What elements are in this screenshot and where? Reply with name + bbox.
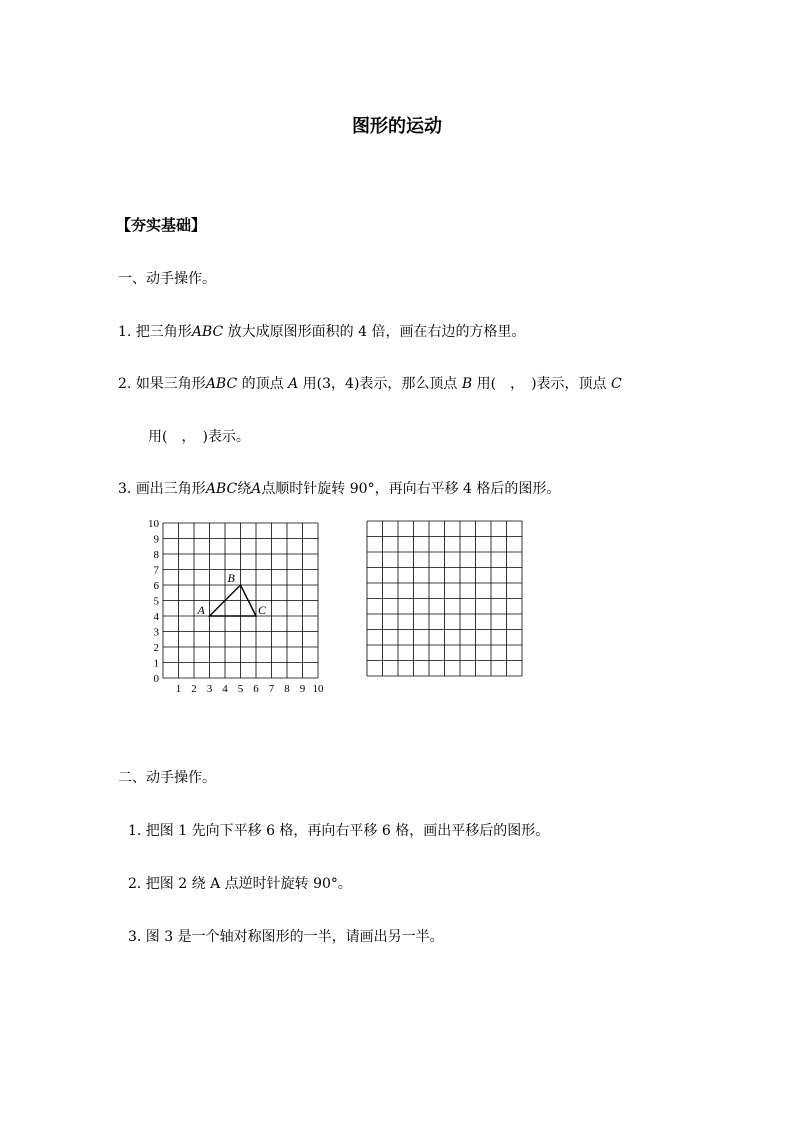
vertex-c: C [611, 376, 622, 392]
question-text: 用(3，4)表示，那么顶点 [302, 376, 458, 392]
x-tick-label: 1 [175, 683, 182, 695]
question-1-3 [118, 478, 560, 498]
part1-heading: 一、动手操作。 [118, 271, 216, 287]
vertex-label-b: B [227, 571, 235, 585]
x-tick-label: 9 [299, 683, 306, 695]
vertex-label-c: C [258, 603, 267, 617]
x-tick-label: 4 [222, 683, 228, 695]
y-tick-label: 1 [153, 657, 159, 670]
x-tick-label: 6 [253, 683, 259, 695]
y-tick-label: 0 [153, 673, 159, 685]
x-tick-label: 10 [312, 683, 324, 695]
question-2-3: 3. 图 3 是一个轴对称图形的一半，请画出另一半。 [128, 929, 444, 945]
y-tick-label: 5 [153, 595, 159, 608]
question-text: 放大成原图形面积的 4 倍，画在右边的方格里。 [227, 324, 526, 340]
x-tick-label: 7 [268, 683, 275, 695]
x-tick-label: 8 [284, 683, 290, 695]
question-text: 的顶点 [241, 376, 284, 392]
vertex-label-a: A [197, 603, 205, 617]
triangle-name: ABC [191, 324, 224, 340]
x-tick-label: 5 [237, 683, 244, 695]
section-header: 【夯实基础】 [116, 216, 207, 234]
vertex-a: A [251, 481, 262, 497]
blank-grid-right [366, 520, 528, 682]
question-number: 1. [118, 324, 132, 340]
grid-lines [163, 523, 318, 678]
y-tick-label: 10 [148, 518, 159, 530]
question-text: 点顺时针旋转 90°，再向右平移 4 格后的图形。 [261, 481, 561, 497]
question-number: 2. [118, 376, 132, 392]
question-1-2 [118, 373, 622, 393]
question-2-2: 2. 把图 2 绕 A 点逆时针旋转 90°。 [128, 876, 352, 892]
vertex-b: B [461, 376, 473, 392]
y-tick-label: 9 [153, 533, 159, 546]
question-1-1 [118, 321, 525, 341]
y-axis-labels [148, 518, 160, 685]
x-axis-labels [176, 683, 324, 695]
y-tick-label: 3 [153, 626, 159, 639]
y-tick-label: 4 [153, 611, 159, 623]
y-tick-label: 6 [153, 580, 159, 592]
question-2-1: 1. 把图 1 先向下平移 6 格，再向右平移 6 格，画出平移后的图形。 [128, 823, 550, 839]
vertex-a: A [288, 376, 299, 392]
page-title: 图形的运动 [352, 116, 442, 137]
x-tick-label: 2 [191, 683, 197, 695]
y-tick-label: 7 [153, 564, 159, 577]
y-tick-label: 8 [153, 549, 159, 561]
y-tick-label: 2 [153, 642, 159, 654]
triangle-name: ABC [205, 481, 238, 497]
question-text: 画出三角形 [135, 481, 206, 497]
question-number: 3. [118, 481, 132, 497]
question-text: 把三角形 [135, 324, 192, 340]
question-1-2-line2: 用( ， )表示。 [148, 429, 250, 445]
question-text: 如果三角形 [135, 376, 206, 392]
question-text: 绕 [237, 481, 252, 497]
part2-heading: 二、动手操作。 [118, 770, 216, 786]
x-tick-label: 3 [206, 683, 213, 695]
grid-lines [367, 521, 522, 676]
coordinate-grid-left [140, 515, 340, 695]
question-text: 用( ， )表示，顶点 [476, 376, 607, 392]
triangle-name: ABC [205, 376, 238, 392]
